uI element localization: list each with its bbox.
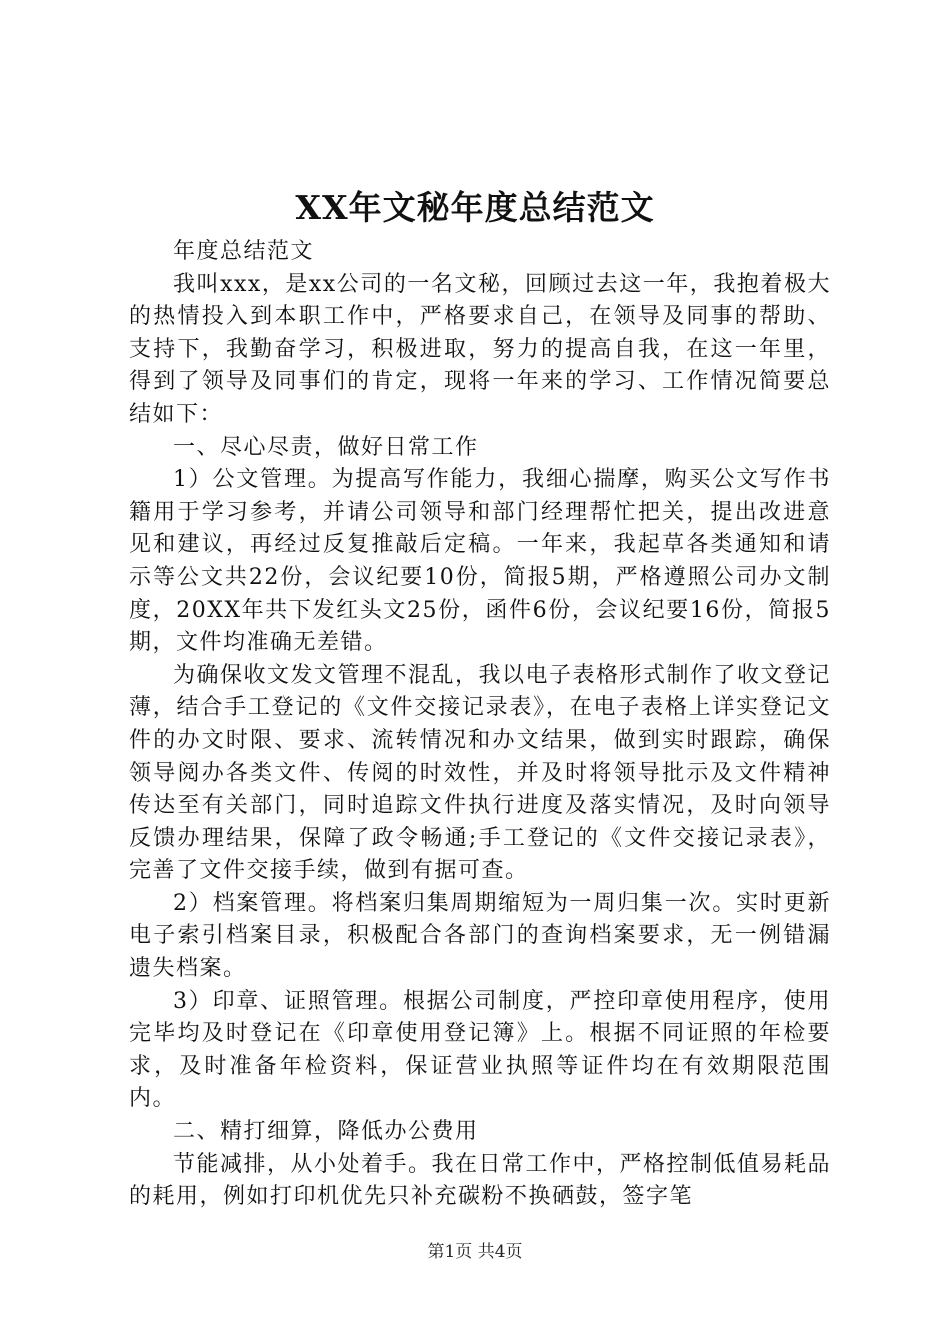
paragraph-item-1: 1）公文管理。为提高写作能力，我细心揣摩，购买公文写作书籍用于学习参考，并请公司领导和部门经理帮忙把关，提出改进意见和建议，再经过反复推敲后定稿。一年来，我起草各类通知和请示等公文共22份，会议纪要10份，简报5期，严格遵照公司办文制度，20XX年共下发红头文25份，函件6份，会议纪要16份，简报5期，文件均准确无差错。	[129, 467, 831, 656]
paragraph-intro: 我叫xxx，是xx公司的一名文秘，回顾过去这一年，我抱着极大的热情投入到本职工作中，严格要求自己，在领导及同事的帮助、支持下，我勤奋学习，积极进取，努力的提高自我，在这一年里，得到了领导及同事们的肯定，现将一年来的学习、工作情况简要总结如下：	[129, 271, 831, 427]
paragraph-savings: 节能减排，从小处着手。我在日常工作中，严格控制低值易耗品的耗用，例如打印机优先只补充碳粉不换硒鼓，签字笔	[129, 1151, 832, 1210]
paragraph-item-3: 3）印章、证照管理。根据公司制度，严控印章使用程序，使用完毕均及时登记在《印章使用登记簿》上。根据不同证照的年检要求，及时准备年检资料，保证营业执照等证件均在有效期限范围内。	[129, 988, 831, 1112]
page-footer: 第1页 共4页	[427, 1242, 523, 1262]
document-title: XX年文秘年度总结范文	[295, 188, 655, 227]
paragraph-subtitle: 年度总结范文	[173, 239, 315, 264]
section-heading-1: 一、尽心尽责，做好日常工作	[173, 434, 479, 460]
document-body	[129, 236, 831, 1214]
section-heading-2: 二、精打细算，降低办公费用	[173, 1119, 479, 1145]
paragraph-receipt: 为确保收文发文管理不混乱，我以电子表格形式制作了收文登记薄，结合手工登记的《文件交接记录表》，在电子表格上详实登记文件的办文时限、要求、流转情况和办文结果，做到实时跟踪，确保领导阅办各类文件、传阅的时效性，并及时将领导批示及文件精神传达至有关部门，同时追踪文件执行进度及落实情况，及时向领导反馈办理结果，保障了政令畅通;手工登记的《文件交接记录表》，完善了文件交接手续，做到有据可查。	[129, 662, 832, 884]
paragraph-item-2: 2）档案管理。将档案归集周期缩短为一周归集一次。实时更新电子索引档案目录，积极配合各部门的查询档案要求，无一例错漏遗失档案。	[129, 890, 831, 982]
